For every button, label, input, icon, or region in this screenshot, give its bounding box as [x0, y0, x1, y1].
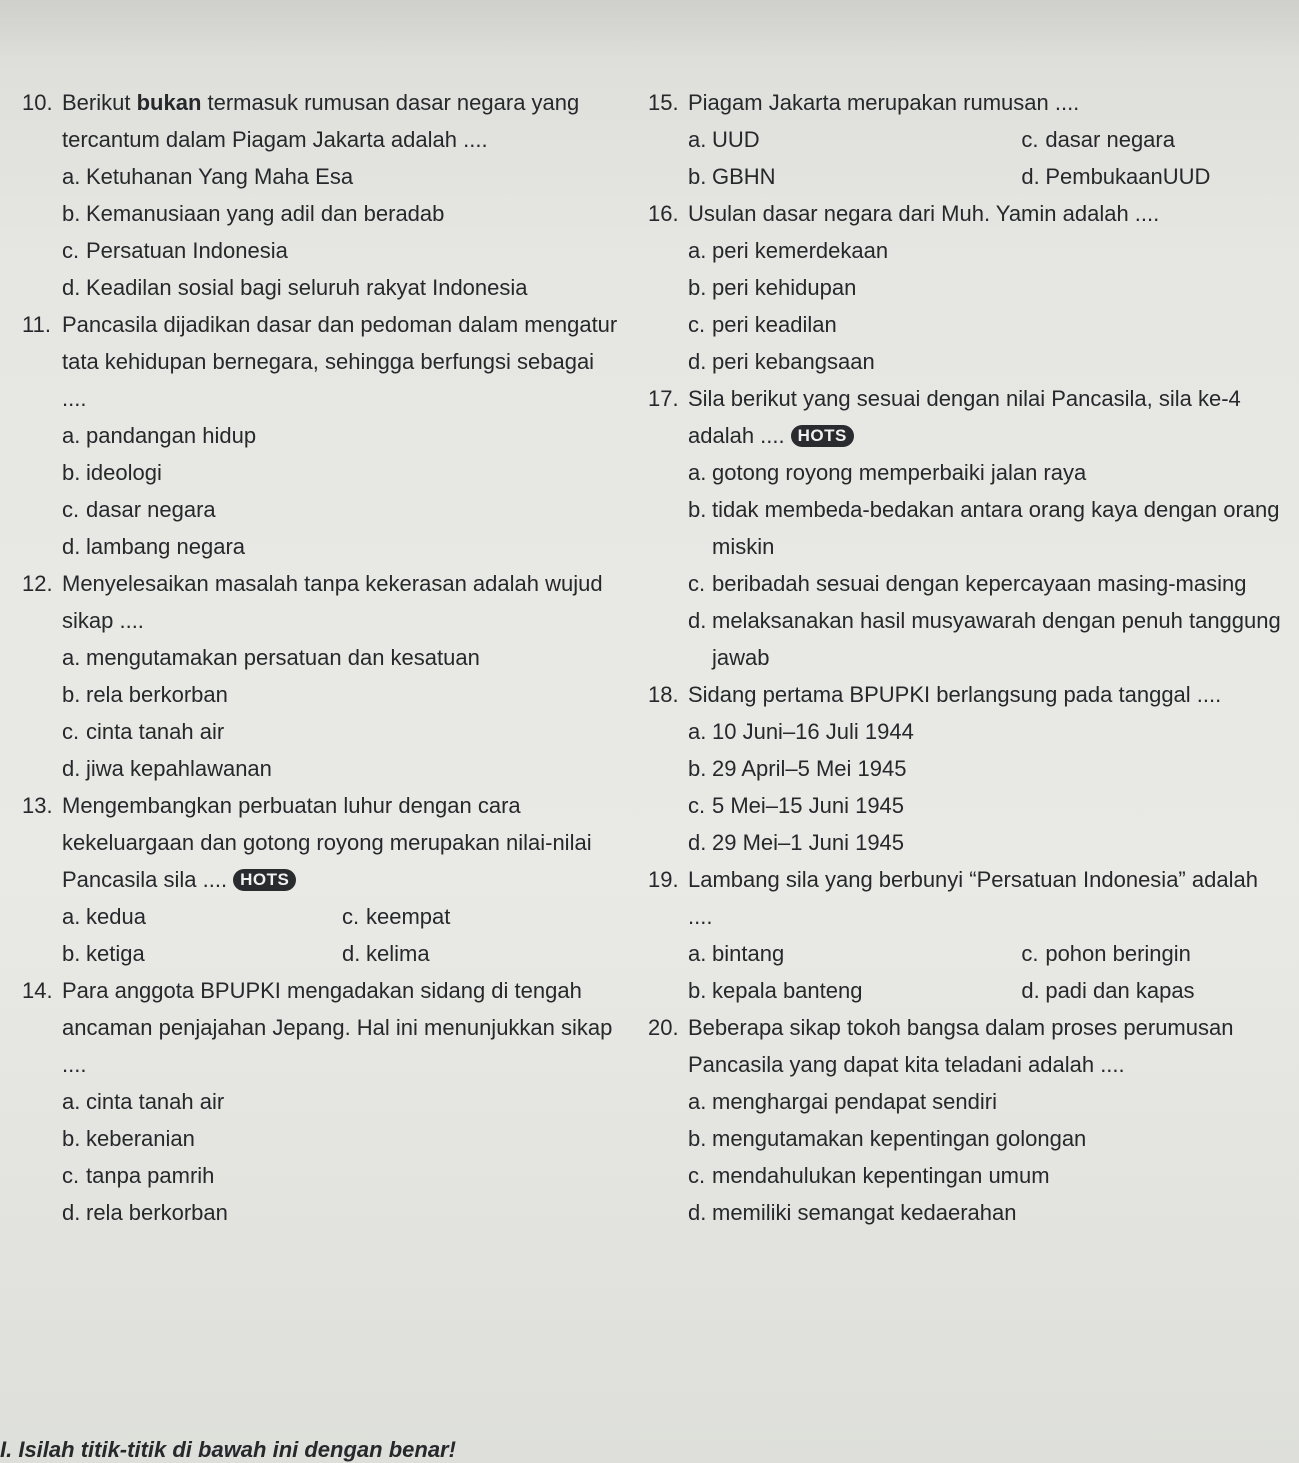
question-stem: Menyelesaikan masalah tanpa kekerasan adalah wujud sikap ....	[62, 571, 603, 633]
question-14	[22, 972, 622, 1231]
option-b: b. mengutamakan kepentingan golongan	[688, 1126, 1087, 1151]
question-number: 11.	[22, 312, 51, 337]
right-column	[648, 84, 1288, 1231]
hots-badge: HOTS	[233, 869, 296, 891]
option-c: c. keempat	[342, 904, 451, 929]
question-number: 19.	[648, 867, 679, 892]
option-c: c. tanpa pamrih	[62, 1163, 215, 1188]
option-a: a. kedua	[62, 904, 146, 929]
question-stem: Piagam Jakarta merupakan rumusan ....	[688, 90, 1080, 115]
option-d: d. kelima	[342, 941, 430, 966]
question-number: 17.	[648, 386, 679, 411]
option-d: d. 29 Mei–1 Juni 1945	[688, 830, 905, 855]
option-c: c. pohon beringin	[1021, 941, 1191, 966]
option-c: c. peri keadilan	[688, 312, 837, 337]
option-d: d. lambang negara	[62, 534, 246, 559]
section-instruction: I. Isilah titik-titik di bawah ini dengan benar!	[0, 1437, 456, 1462]
option-a: a. bintang	[688, 941, 785, 966]
question-12	[22, 565, 622, 787]
option-b: b. ketiga	[62, 941, 145, 966]
question-number: 10.	[22, 90, 53, 115]
option-b: b. peri kehidupan	[688, 275, 857, 300]
question-15	[648, 84, 1288, 195]
option-c: c. dasar negara	[1021, 127, 1175, 152]
option-a: a. UUD	[688, 127, 760, 152]
option-d: d. rela berkorban	[62, 1200, 228, 1225]
option-c: c. Persatuan Indonesia	[62, 238, 288, 263]
question-stem: Berikut bukan termasuk rumusan dasar negara yang tercantum dalam Piagam Jakarta adalah ....	[62, 90, 580, 152]
question-20	[648, 1009, 1288, 1231]
option-d: d. PembukaanUUD	[1021, 164, 1211, 189]
left-column	[22, 84, 622, 1231]
question-stem: Usulan dasar negara dari Muh. Yamin adalah ....	[688, 201, 1160, 226]
option-b: b. Kemanusiaan yang adil dan beradab	[62, 201, 445, 226]
question-19	[648, 861, 1288, 1009]
question-number: 20.	[648, 1015, 679, 1040]
option-a: a. 10 Juni–16 Juli 1944	[688, 719, 914, 744]
option-d: d. melaksanakan hasil musyawarah dengan penuh tanggung jawab	[688, 608, 1281, 670]
option-b: b. tidak membeda-bedakan antara orang kaya dengan orang miskin	[688, 497, 1280, 559]
question-11	[22, 306, 622, 565]
hots-badge: HOTS	[791, 425, 854, 447]
option-d: d. peri kebangsaan	[688, 349, 875, 374]
option-b: b. GBHN	[688, 164, 776, 189]
option-b: b. kepala banteng	[688, 978, 863, 1003]
option-a: a. mengutamakan persatuan dan kesatuan	[62, 645, 480, 670]
question-number: 18.	[648, 682, 679, 707]
question-17	[648, 380, 1288, 676]
question-stem: Sidang pertama BPUPKI berlangsung pada tanggal ....	[688, 682, 1222, 707]
option-a: a. menghargai pendapat sendiri	[688, 1089, 997, 1114]
option-a: a. gotong royong memperbaiki jalan raya	[688, 460, 1087, 485]
question-16	[648, 195, 1288, 380]
question-13	[22, 787, 622, 972]
option-a: a. cinta tanah air	[62, 1089, 225, 1114]
question-stem: Mengembangkan perbuatan luhur dengan cara kekeluargaan dan gotong royong merupakan nilai-nilai Pancasila sila .... HOTS	[62, 793, 592, 892]
option-a: a. pandangan hidup	[62, 423, 257, 448]
option-d: d. padi dan kapas	[1021, 978, 1195, 1003]
question-stem: Sila berikut yang sesuai dengan nilai Pancasila, sila ke-4 adalah .... HOTS	[688, 386, 1241, 448]
question-number: 15.	[648, 90, 679, 115]
question-number: 12.	[22, 571, 53, 596]
option-a: a. peri kemerdekaan	[688, 238, 889, 263]
question-10	[22, 84, 622, 306]
option-b: b. ideologi	[62, 460, 162, 485]
option-c: c. 5 Mei–15 Juni 1945	[688, 793, 905, 818]
option-c: c. dasar negara	[62, 497, 216, 522]
option-d: d. jiwa kepahlawanan	[62, 756, 272, 781]
question-number: 13.	[22, 793, 53, 818]
option-c: c. beribadah sesuai dengan kepercayaan masing-masing	[688, 571, 1247, 596]
question-stem: Para anggota BPUPKI mengadakan sidang di tengah ancaman penjajahan Jepang. Hal ini menunjukkan sikap ....	[62, 978, 613, 1077]
question-stem: Beberapa sikap tokoh bangsa dalam proses perumusan Pancasila yang dapat kita teladani adalah ....	[688, 1015, 1234, 1077]
page-shadow	[0, 0, 1299, 60]
question-18	[648, 676, 1288, 861]
question-stem: Lambang sila yang berbunyi “Persatuan Indonesia” adalah ....	[688, 867, 1258, 929]
question-stem: Pancasila dijadikan dasar dan pedoman dalam mengatur tata kehidupan bernegara, sehingga berfungsi sebagai ....	[62, 312, 618, 411]
option-b: b. keberanian	[62, 1126, 195, 1151]
option-b: b. 29 April–5 Mei 1945	[688, 756, 907, 781]
option-d: d. Keadilan sosial bagi seluruh rakyat Indonesia	[62, 275, 528, 300]
option-a: a. Ketuhanan Yang Maha Esa	[62, 164, 354, 189]
option-b: b. rela berkorban	[62, 682, 228, 707]
option-d: d. memiliki semangat kedaerahan	[688, 1200, 1017, 1225]
question-number: 16.	[648, 201, 679, 226]
option-c: c. cinta tanah air	[62, 719, 225, 744]
question-number: 14.	[22, 978, 53, 1003]
option-c: c. mendahulukan kepentingan umum	[688, 1163, 1050, 1188]
